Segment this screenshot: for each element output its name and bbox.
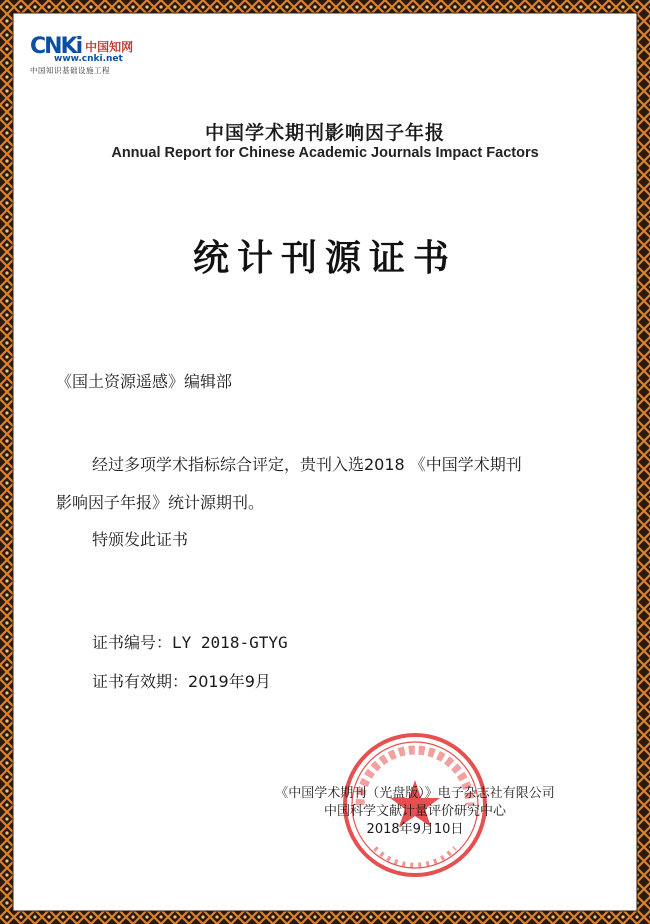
- validity-row: [92, 669, 271, 692]
- logo-brand: CNKi: [30, 33, 82, 59]
- validity-value: 2019年9月: [188, 672, 271, 691]
- certificate-number-row: [92, 630, 288, 653]
- body-line-2: 影响因子年报》统计源期刊。: [56, 493, 265, 512]
- certificate-body: [56, 446, 616, 522]
- certificate-title: 统计刊源证书: [192, 238, 457, 279]
- issuer-line-2: 中国科学文献计量评价研究中心: [323, 804, 506, 819]
- body-line-1-text: 经过多项学术指标综合评定，贵刊入选2018 《中国学术期刊: [92, 455, 522, 474]
- body-line-1: [56, 446, 616, 484]
- certificate-number: LY 2018-GTYG: [172, 633, 288, 652]
- report-title-cn: 中国学术期刊影响因子年报: [204, 122, 445, 144]
- recipient: 《国土资源遥感》编辑部: [56, 372, 233, 391]
- issue-date: 2018年9月10日: [366, 822, 464, 837]
- validity-label: 证书有效期：: [92, 672, 189, 691]
- logo-subtitle: 中国知识基础设施工程: [30, 66, 110, 75]
- report-title-en: Annual Report for Chinese Academic Journals Impact Factors: [111, 145, 539, 161]
- logo-brand-cn: 中国知网: [85, 39, 134, 54]
- cnki-logo: [30, 34, 142, 74]
- certificate-number-label: 证书编号：: [92, 633, 173, 652]
- issuer-block: [220, 785, 610, 839]
- issuer-line-1: 《中国学术期刊（光盘版）》电子杂志社有限公司: [275, 786, 555, 801]
- logo-url: www.cnki.net: [54, 54, 123, 64]
- special-note: 特颁发此证书: [92, 530, 189, 549]
